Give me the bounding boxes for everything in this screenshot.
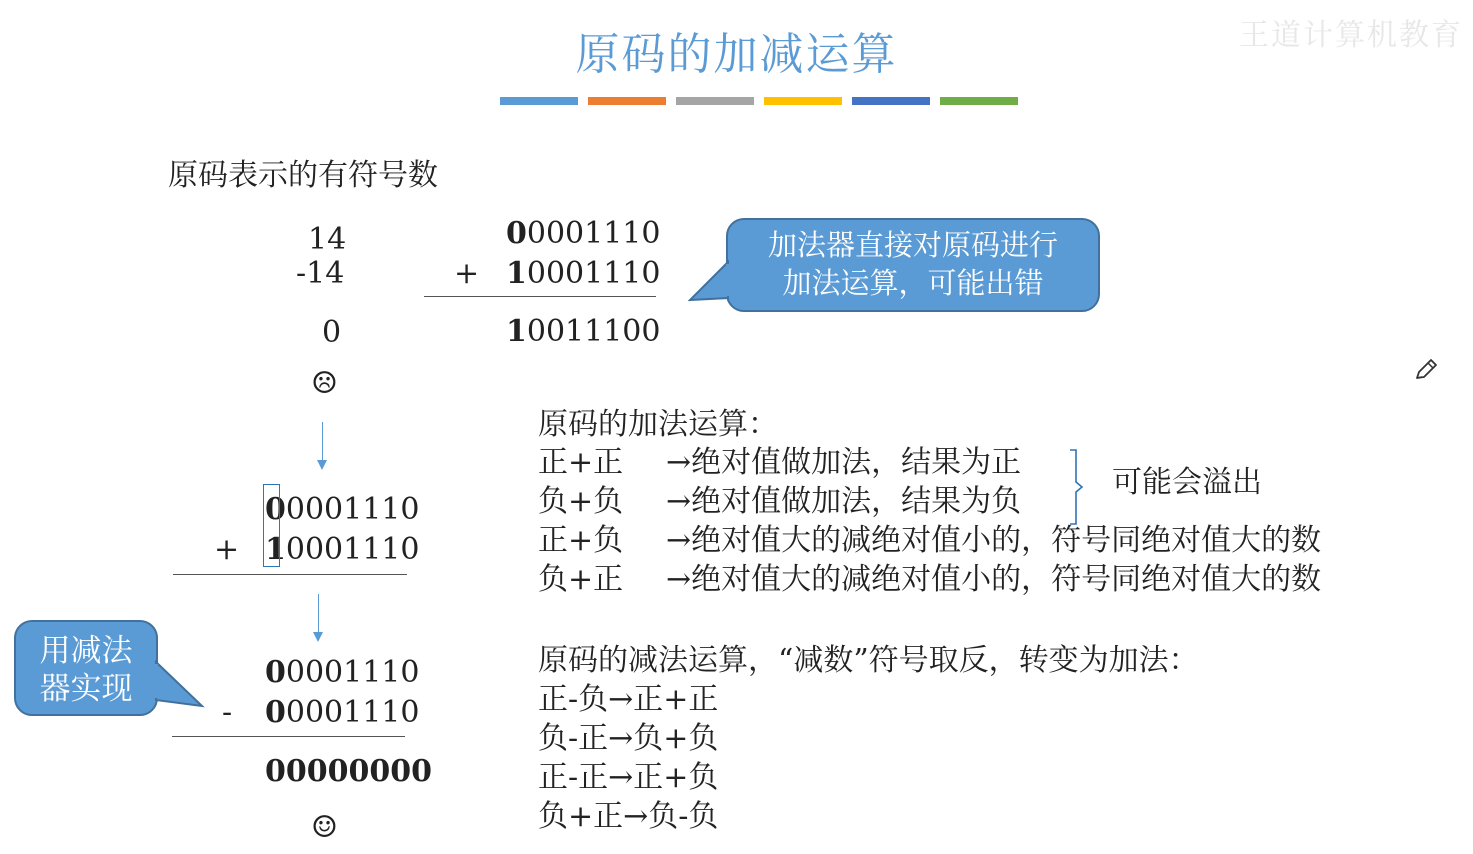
magnitude-bits: 0001110 — [526, 256, 661, 291]
subtractor-callout-pointer — [154, 660, 206, 710]
decimal-operand-b: -14 — [296, 256, 345, 291]
subtraction-rule-row: 负+正→负-负 — [538, 799, 719, 834]
overflow-note: 可能会溢出 — [1112, 465, 1262, 500]
rule-text: →绝对值大的减绝对值小的，符号同绝对值大的数 — [666, 562, 1322, 597]
sum-divider-line — [424, 296, 656, 297]
rule-text: →绝对值大的减绝对值小的，符号同绝对值大的数 — [666, 523, 1322, 558]
step2-operand-b — [265, 532, 419, 567]
rule-row — [538, 522, 1321, 560]
magnitude-bits: 0001110 — [526, 216, 661, 251]
magnitude-bits: 0001110 — [285, 695, 420, 730]
title-color-bars — [500, 97, 1028, 105]
watermark-logo: 王道计算机教育 — [1239, 18, 1463, 53]
rule-text: →绝对值做加法，结果为负 — [666, 484, 1022, 519]
slide-title: 原码的加减运算 — [575, 29, 898, 80]
rule-case: 负+正 — [538, 562, 624, 597]
addition-rules-heading: 原码的加法运算： — [538, 407, 778, 442]
down-arrow-icon — [322, 422, 323, 468]
happy-face-icon: ☺ — [311, 810, 338, 845]
color-bar-2 — [588, 97, 666, 105]
sign-bit: 0 — [506, 216, 527, 251]
step3-operand-b — [265, 695, 419, 730]
rule-case: 正+正 — [538, 445, 624, 480]
section-subtitle: 原码表示的有符号数 — [168, 158, 438, 193]
color-bar-5 — [852, 97, 930, 105]
subtraction-rule-row: 负-正→负+负 — [538, 721, 719, 756]
rule-case: 负+负 — [538, 484, 624, 519]
sign-bit-highlight-box — [263, 484, 280, 567]
pencil-icon[interactable] — [1412, 356, 1440, 384]
subtraction-rule-row: 正-正→正+负 — [538, 760, 719, 795]
color-bar-4 — [764, 97, 842, 105]
step2-divider-line — [173, 574, 407, 575]
binary-operand-a — [506, 216, 660, 251]
step2-operand-a — [265, 492, 419, 527]
subtraction-rules-heading: 原码的减法运算，“减数”符号取反，转变为加法： — [538, 643, 1199, 678]
sad-face-icon: ☹ — [311, 366, 338, 401]
step3-minus-operator: - — [222, 695, 233, 730]
sign-bit: 1 — [506, 256, 527, 291]
rule-case: 正+负 — [538, 523, 624, 558]
magnitude-bits: 0001110 — [285, 532, 420, 567]
adder-error-callout — [726, 218, 1100, 312]
rule-text: →绝对值做加法，结果为正 — [666, 445, 1022, 480]
callout-line-1: 用减法 — [39, 633, 133, 669]
magnitude-bits: 0001110 — [285, 655, 420, 690]
color-bar-6 — [940, 97, 1018, 105]
subtraction-rule-row: 正-负→正+正 — [538, 682, 719, 717]
subtractor-callout — [14, 620, 158, 716]
sign-bit: 1 — [265, 532, 286, 567]
binary-operand-b — [506, 256, 660, 291]
callout-line-2: 加法运算，可能出错 — [782, 266, 1044, 300]
callout-line-2: 器实现 — [39, 671, 133, 707]
magnitude-bits: 0001110 — [285, 492, 420, 527]
sign-bit: 0 — [265, 655, 286, 690]
step3-divider-line — [172, 736, 405, 737]
color-bar-3 — [676, 97, 754, 105]
binary-result — [506, 314, 660, 349]
right-brace-icon — [1066, 448, 1086, 526]
down-arrow-icon — [318, 594, 319, 640]
magnitude-bits: 0011100 — [526, 314, 661, 349]
step3-result: 00000000 — [265, 754, 432, 789]
sign-bit: 0 — [265, 695, 286, 730]
step3-operand-a — [265, 655, 419, 690]
decimal-operand-a: 14 — [308, 222, 347, 257]
adder-callout-pointer — [688, 260, 734, 304]
decimal-result: 0 — [322, 315, 342, 350]
sign-bit: 0 — [265, 492, 286, 527]
sign-bit: 1 — [506, 314, 527, 349]
callout-line-1: 加法器直接对原码进行 — [767, 228, 1058, 262]
rule-row — [538, 561, 1321, 599]
step2-plus-operator: + — [214, 532, 240, 567]
color-bar-1 — [500, 97, 578, 105]
binary-plus-operator: + — [454, 256, 480, 291]
